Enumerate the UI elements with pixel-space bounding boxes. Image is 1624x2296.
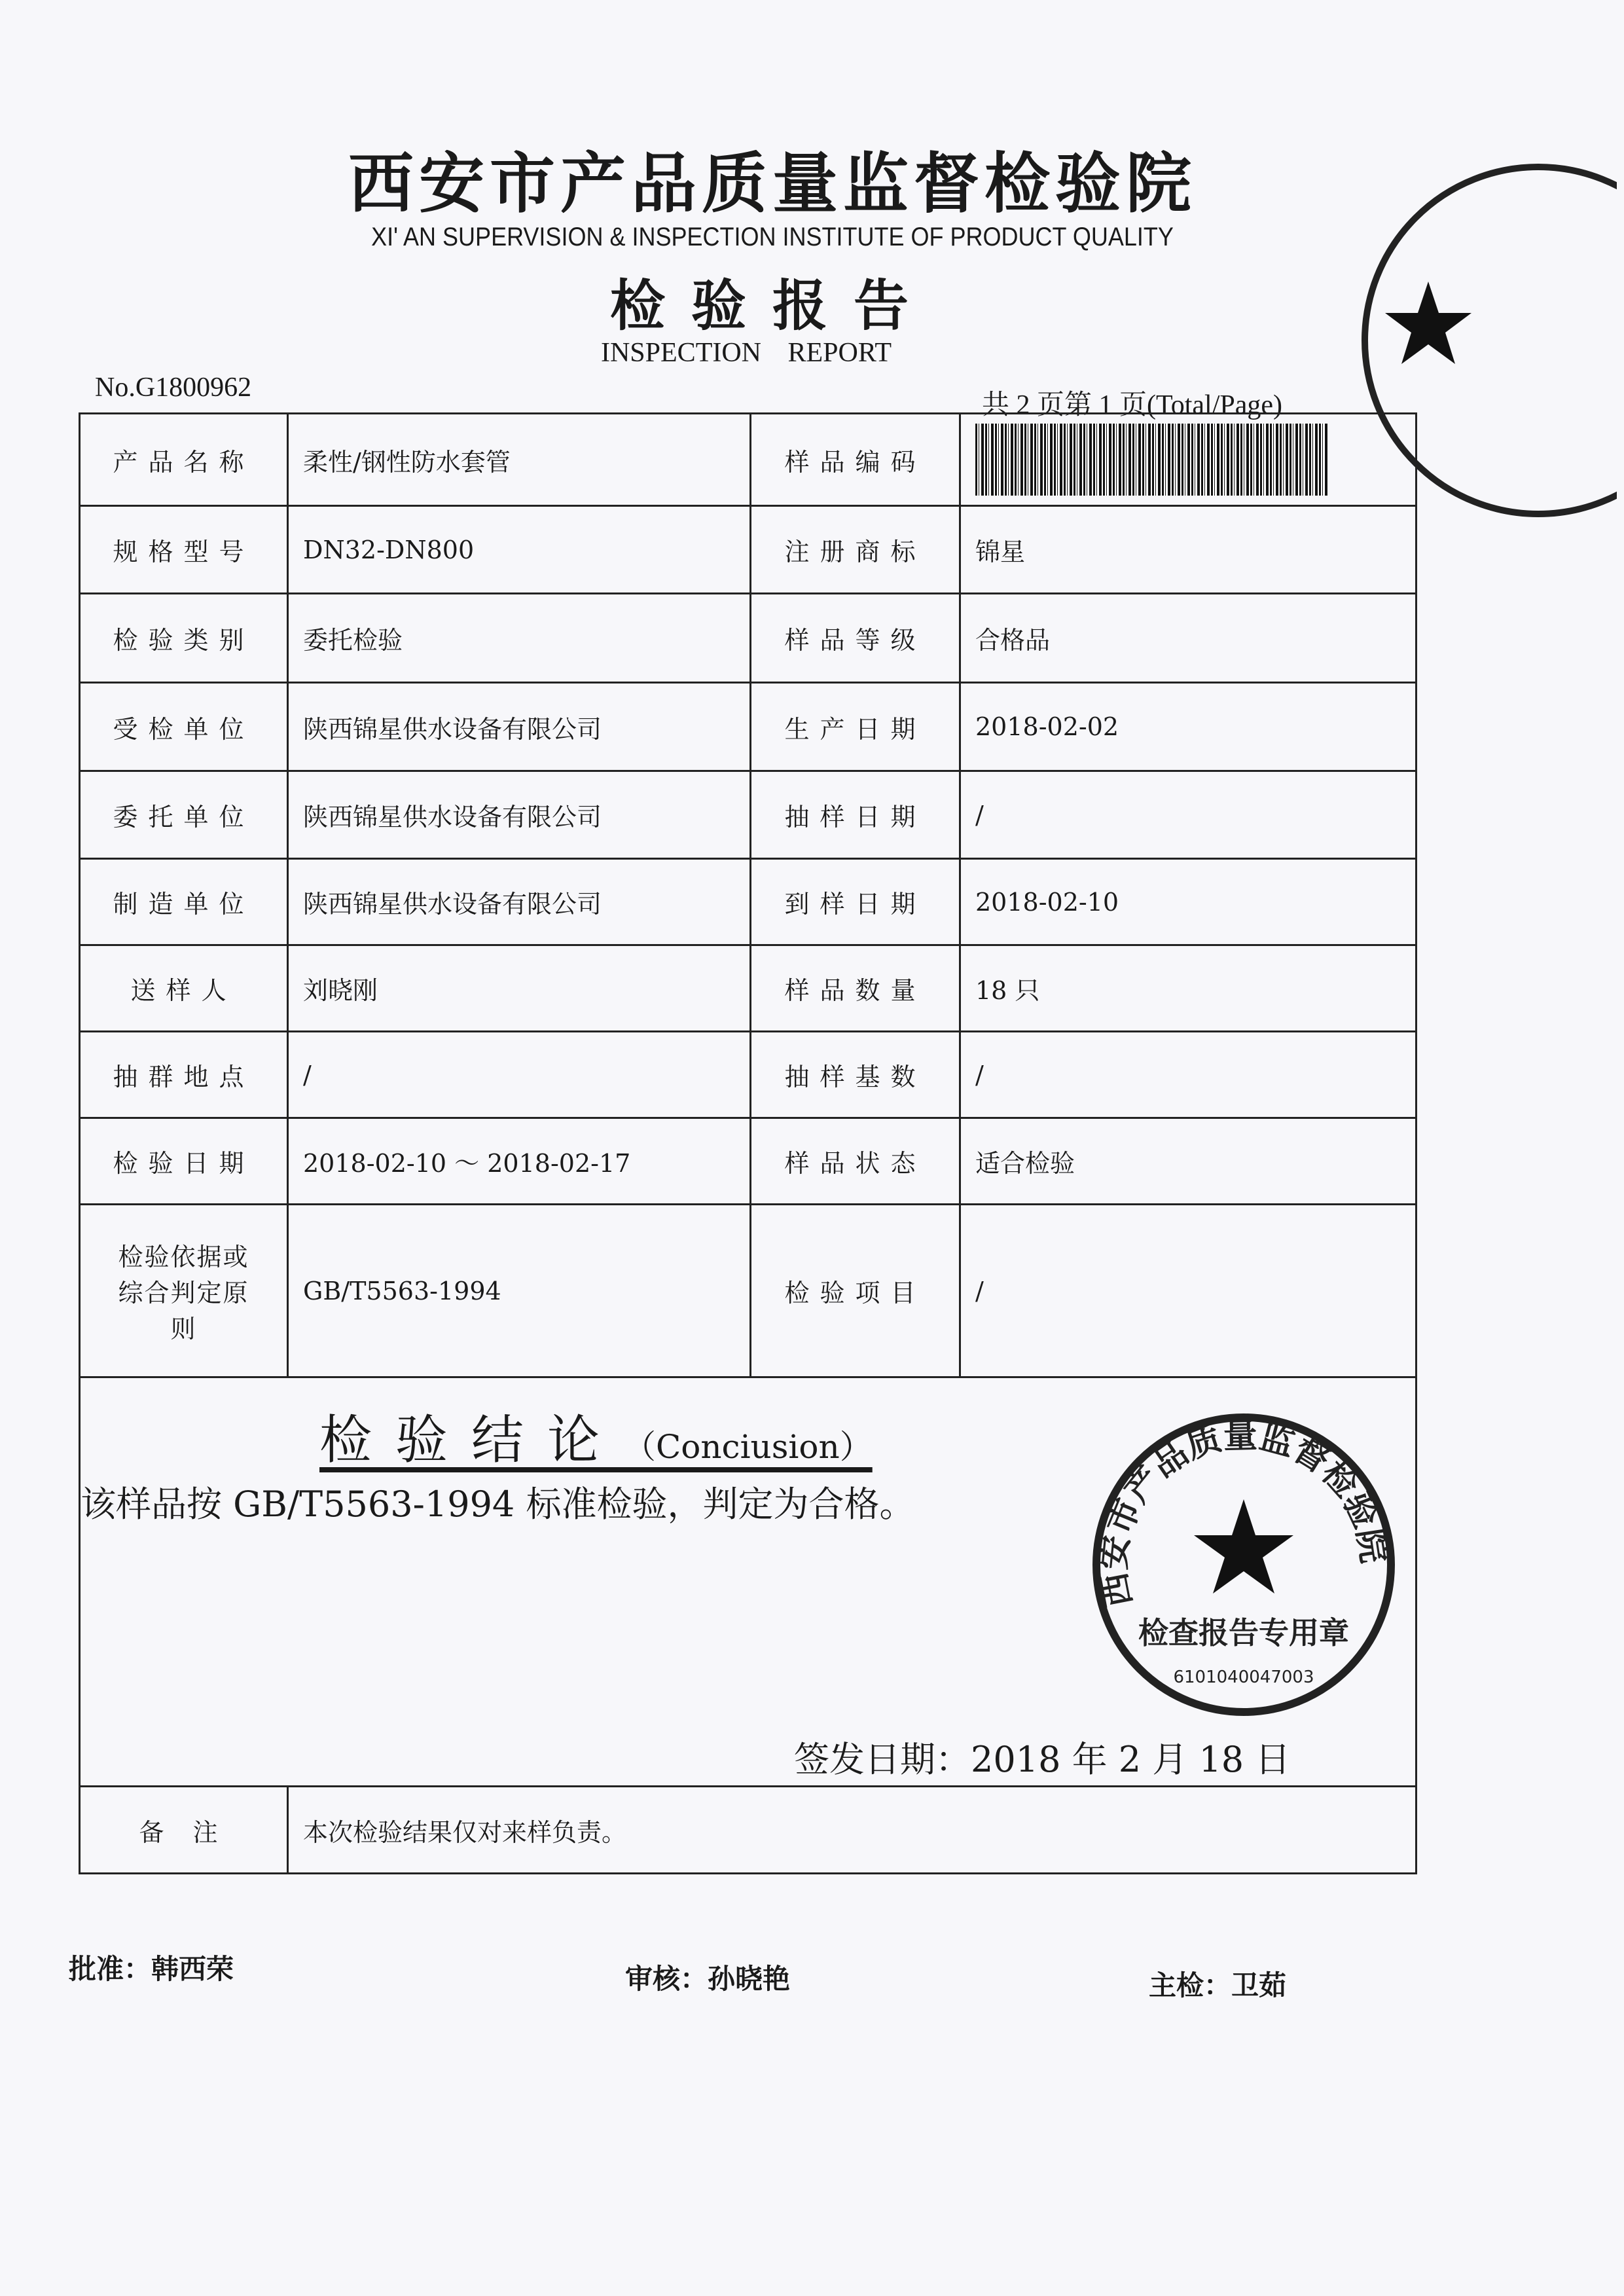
svg-text:6101040047003: 6101040047003 — [1173, 1667, 1314, 1687]
field-value: / — [975, 800, 984, 829]
field-value: 2018-02-10 ～ 2018-02-17 — [289, 1119, 751, 1203]
table-row — [81, 946, 1415, 1032]
field-label: 抽群地点 — [81, 1032, 289, 1117]
institute-title-en: XI' AN SUPERVISION & INSPECTION INSTITUTE OF PRODUCT QUALITY — [371, 223, 1174, 251]
field-label: 样品状态 — [751, 1119, 961, 1203]
notes-row — [81, 1787, 1415, 1872]
field-value: 陕西锦星供水设备有限公司 — [289, 772, 751, 858]
field-value: 18 只 — [975, 976, 1040, 1005]
table-row — [81, 1119, 1415, 1205]
field-value — [961, 414, 1415, 505]
institute-title: 西安市产品质量监督检验院 — [348, 145, 1197, 222]
field-label: 检验项目 — [751, 1205, 961, 1376]
table-row — [81, 772, 1415, 860]
field-label: 抽样日期 — [751, 772, 961, 858]
field-label: 委托单位 — [81, 772, 289, 858]
table-row — [81, 414, 1415, 507]
field-value: 2018-02-10 — [975, 887, 1119, 917]
sample-barcode — [975, 424, 1329, 496]
field-value: 合格品 — [975, 626, 1051, 655]
table-row — [81, 1205, 1415, 1378]
conclusion-text: 该样品按 GB/T5563-1994 标准检验，判定为合格。 — [81, 1484, 915, 1525]
field-value: 2018-02-02 — [975, 712, 1119, 741]
field-label: 检验依据或综合判定原则 — [81, 1205, 289, 1376]
conclusion-heading — [319, 1398, 873, 1473]
field-value: GB/T5563-1994 — [289, 1205, 751, 1376]
field-label: 样品数量 — [751, 946, 961, 1030]
notes-label: 备 注 — [81, 1787, 289, 1872]
field-value: 刘晓刚 — [289, 946, 751, 1030]
field-label: 样品编码 — [751, 414, 961, 505]
table-row — [81, 683, 1415, 772]
table-row — [81, 594, 1415, 683]
field-label: 生产日期 — [751, 683, 961, 770]
field-value: 委托检验 — [289, 594, 751, 682]
stamp-seal-top — [1355, 157, 1617, 524]
star-icon — [1194, 1499, 1293, 1594]
field-label: 检验类别 — [81, 594, 289, 682]
field-value: / — [289, 1032, 751, 1117]
field-label: 规格型号 — [81, 507, 289, 592]
inspector: 主检：卫茹 — [1149, 1969, 1287, 2001]
field-label: 到样日期 — [751, 860, 961, 944]
table-row — [81, 507, 1415, 594]
field-value: / — [975, 1276, 984, 1305]
conclusion-heading-cn: 检验结论 — [319, 1410, 623, 1470]
star-icon — [1385, 282, 1471, 364]
field-value: 适合检验 — [975, 1149, 1075, 1178]
field-value: 陕西锦星供水设备有限公司 — [289, 683, 751, 770]
issue-date: 签发日期：2018 年 2 月 18 日 — [794, 1739, 1291, 1780]
page-count: 共 2 页第 1 页(Total/Page) — [982, 390, 1282, 420]
report-title: 检验报告 — [609, 274, 935, 338]
field-label: 产品名称 — [81, 414, 289, 505]
svg-text:西安市产品质量监督检验院: 西安市产品质量监督检验院 — [1094, 1416, 1394, 1611]
report-title-en: INSPECTION REPORT — [600, 338, 892, 368]
field-label: 检验日期 — [81, 1119, 289, 1203]
table-row — [81, 1032, 1415, 1119]
field-label: 样品等级 — [751, 594, 961, 682]
stamp-seal — [1087, 1408, 1401, 1722]
field-label: 抽样基数 — [751, 1032, 961, 1117]
notes-text: 本次检验结果仅对来样负责。 — [303, 1817, 627, 1847]
field-value: DN32-DN800 — [289, 507, 751, 592]
field-label: 受检单位 — [81, 683, 289, 770]
table-row — [81, 860, 1415, 946]
conclusion-heading-en: （Conciusion） — [623, 1428, 873, 1466]
field-value: / — [975, 1060, 984, 1089]
approver: 批准：韩西荣 — [69, 1953, 234, 1985]
field-label: 制造单位 — [81, 860, 289, 944]
field-label: 送样人 — [81, 946, 289, 1030]
svg-text:检查报告专用章: 检查报告专用章 — [1138, 1615, 1349, 1650]
field-label: 注册商标 — [751, 507, 961, 592]
field-value: 锦星 — [975, 538, 1026, 566]
field-value: 陕西锦星供水设备有限公司 — [289, 860, 751, 944]
reviewer: 审核：孙晓艳 — [625, 1963, 791, 1995]
report-number: No.G1800962 — [95, 373, 252, 403]
field-value: 柔性/钢性防水套管 — [289, 414, 751, 505]
